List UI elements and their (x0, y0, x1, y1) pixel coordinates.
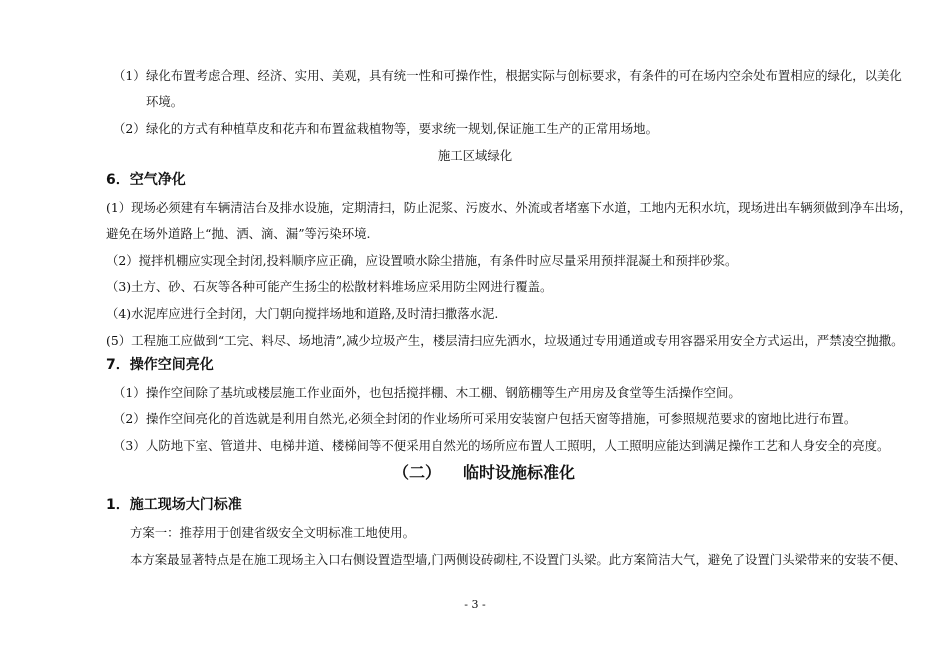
section-2-title: 临时设施标准化 (463, 463, 576, 482)
gate-paragraph-2: 本方案最显著特点是在施工现场主入口右侧设置造型墙,门两侧设砖砌柱,不设置门头梁。此方案简洁大气，避免了设置门头梁带来的安装不便、 (130, 552, 907, 567)
ops-item-1-number: （1） (113, 385, 146, 400)
greening-item-1-number: （1） (113, 68, 146, 83)
greening-item-1-text: 绿化布置考虑合理、经济、实用、美观，具有统一性和可操作性，根据实际与创标要求，有条件的可在场内空余处布置相应的绿化，以美化 (146, 68, 902, 83)
ops-item-2-number: （2） (113, 411, 146, 426)
gate-heading: 1．施工现场大门标准 (106, 497, 242, 513)
air-paragraph-2: （2）搅拌机棚应实现全封闭,投料顺序应正确，应设置喷水除尘措施，有条件时应尽量采用预拌混凝土和预拌砂浆。 (106, 253, 738, 268)
ops-item-3-number: （3） (113, 438, 146, 453)
ops-item-1-text: 操作空间除了基坑或楼层施工作业面外，也包括搅拌棚、木工棚、钢筋棚等生产用房及食堂等生活操作空间。 (146, 385, 741, 400)
figure-caption: 施工区域绿化 (437, 148, 513, 163)
air-paragraph-3: （3)土方、砂、石灰等各种可能产生扬尘的松散材料堆场应采用防尘网进行覆盖。 (106, 279, 553, 294)
section-2-number: （二） (393, 463, 442, 482)
air-paragraph-1: (1）现场必须建有车辆清洁台及排水设施，定期清扫，防止泥浆、污废水、外流或者堵塞下水道，工地内无积水坑，现场进出车辆须做到净车出场， (106, 200, 912, 215)
ops-item-2-text: 操作空间亮化的首选就是利用自然光,必须全封闭的作业场所可采用安装窗户包括天窗等措施，可参照规范要求的窗地比进行布置。 (146, 411, 857, 426)
air-paragraph-1-continuation: 避免在场外道路上“抛、洒、滴、漏”等污染环境. (106, 226, 371, 241)
air-paragraph-4: （4)水泥库应进行全封闭，大门朝向搅拌场地和道路,及时清扫撒落水泥. (106, 306, 499, 321)
air-paragraph-5: (5）工程施工应做到“工完、料尽、场地清”,减少垃圾产生，楼层清扫应先洒水，垃圾通过专用通道或专用容器采用安全方式运出，严禁凌空抛撒。 (106, 333, 904, 348)
gate-paragraph-1: 方案一：推荐用于创建省级安全文明标准工地使用。 (130, 525, 415, 540)
section-7-heading: 7．操作空间亮化 (106, 357, 214, 373)
greening-item-2-text: 绿化的方式有种植草皮和花卉和布置盆栽植物等，要求统一规划,保证施工生产的正常用场地。 (146, 121, 658, 136)
greening-item-1-continuation: 环境。 (146, 94, 184, 109)
greening-item-2-number: （2） (113, 121, 146, 136)
page-number: - 3 - (464, 598, 486, 611)
section-6-heading: 6．空气净化 (106, 172, 186, 188)
ops-item-3-text: 人防地下室、管道井、电梯井道、楼梯间等不便采用自然光的场所应布置人工照明，人工照明应能达到满足操作工艺和人身安全的亮度。 (146, 438, 890, 453)
